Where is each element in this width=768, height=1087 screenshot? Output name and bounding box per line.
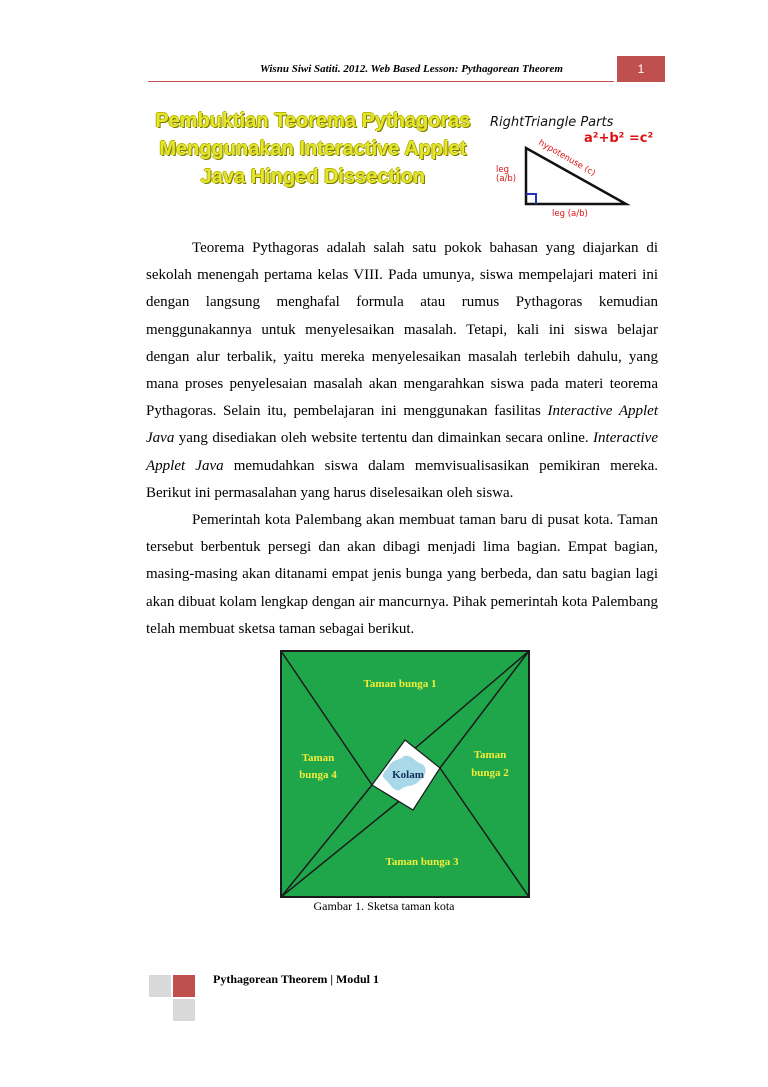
header-rule	[148, 81, 614, 82]
right-triangle-sketch	[488, 104, 654, 222]
sketch-leg-a: leg	[496, 165, 509, 175]
page-number: 1	[617, 56, 665, 82]
pond-label: Kolam	[392, 769, 424, 781]
title-line: Pembuktian Teorema Pythagoras	[155, 110, 471, 132]
figure-caption: Gambar 1. Sketsa taman kota	[313, 899, 455, 913]
garden-label-2b: bunga 2	[471, 767, 509, 779]
paragraph	[146, 235, 658, 507]
text-run: Teorema Pythagoras adalah salah satu pokok bahasan yang diajarkan di sekolah menengah pertama kelas VIII. Pada umunya, siswa mempelajari materi ini dengan langsung menghafal formula atau rumus Pythagoras kemudian menggunakannya untuk menyelesaikan masalah. Tetapi, kali ini siswa belajar dengan alur terbalik, yaitu mereka menyelesaikan masalah terlebih dahulu, yang mana proses penyelesaian masalah akan mengarahkan siswa pada materi teorema Pythagoras. Selain itu, pembelajaran ini menggunakan fasilitas	[146, 240, 658, 420]
garden-label-2: Taman	[473, 749, 507, 761]
title-line: Menggunakan Interactive Applet	[159, 138, 467, 160]
sketch-heading: RightTriangle Parts	[490, 115, 614, 130]
paragraph	[146, 507, 658, 643]
footer-block	[173, 999, 195, 1021]
sketch-formula: a²+b² =c²	[584, 131, 654, 146]
header-title: Wisnu Siwi Satiti. 2012. Web Based Lesson: Pythagorean Theorem	[260, 63, 563, 75]
garden-label-3: Taman bunga 3	[385, 856, 459, 868]
footer-label: Pythagorean Theorem | Modul 1	[213, 972, 379, 986]
footer-block	[173, 975, 195, 997]
garden-label-4b: bunga 4	[299, 769, 337, 781]
sketch-leg-a-label: (a/b)	[496, 174, 517, 184]
text-run: memudahkan siswa dalam memvisualisasikan pemikiran mereka. Berikut ini permasalahan yang harus diselesaikan oleh siswa.	[146, 457, 658, 501]
italic-term: Interactive Applet Java	[146, 430, 658, 474]
title-line: Java Hinged Dissection	[200, 166, 426, 188]
text-run: yang disediakan oleh website tertentu dan dimainkan secara online.	[174, 430, 594, 447]
text-run: Pemerintah kota Palembang akan membuat taman baru di pusat kota. Taman tersebut berbentuk persegi dan akan dibagi menjadi lima bagian. Empat bagian, masing-masing akan ditanami empat jenis bunga yang berbeda, dan satu bagian lagi akan dibuat kolam lengkap dengan air mancurnya. Pihak pemerintah kota Palembang telah membuat sketsa taman sebagai berikut.	[146, 512, 658, 637]
garden-label-4: Taman	[301, 752, 335, 764]
sketch-hypotenuse: hypotenuse (c)	[536, 137, 597, 179]
triangle-outline	[526, 148, 626, 204]
garden-sketch-figure	[280, 650, 530, 898]
body-text	[146, 235, 658, 643]
italic-term: Interactive Applet Java	[146, 403, 658, 447]
document-title	[148, 107, 478, 191]
footer-block	[149, 975, 171, 997]
sketch-leg-b: leg (a/b)	[552, 209, 588, 219]
right-angle-mark	[526, 194, 536, 204]
garden-label-1: Taman bunga 1	[363, 678, 437, 690]
